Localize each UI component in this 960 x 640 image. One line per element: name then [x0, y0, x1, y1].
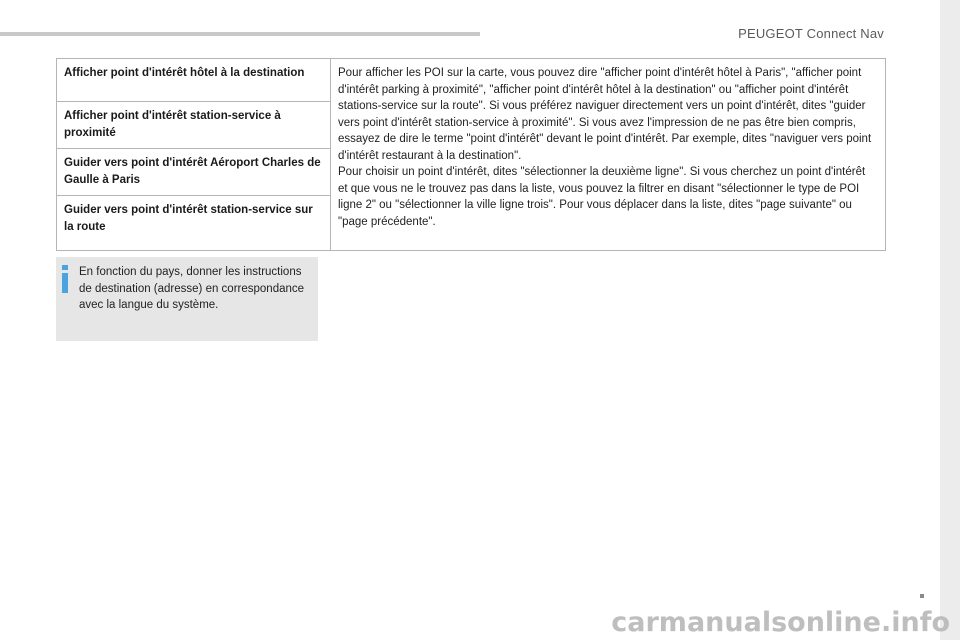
description-paragraph: Pour choisir un point d'intérêt, dites "sélectionner la deuxième ligne". Si vous cherchez un point d'intérêt et que vous ne le trouvez pas dans la liste, vous pouvez la filtrer en disant "sélectionner le type de POI ligne 2" ou "sélectionner la ville ligne trois". Pour vous déplacer dans la liste, dites "page suivante" ou "page précédente".	[338, 166, 866, 228]
command-cell: Afficher point d'intérêt hôtel à la destination	[57, 59, 331, 102]
page-side-strip	[940, 0, 960, 640]
info-icon	[62, 265, 68, 293]
command-cell: Guider vers point d'intérêt station-service sur la route	[57, 196, 331, 251]
info-note-box	[56, 257, 318, 341]
watermark: carmanualsonline.info	[611, 607, 950, 638]
table-row	[57, 59, 886, 102]
header-rule	[0, 32, 480, 36]
description-paragraph: Pour afficher les POI sur la carte, vous pouvez dire "afficher point d'intérêt hôtel à Paris", "afficher point d'intérêt parking à proximité", "afficher point d'intérêt hôtel à la destination" ou "afficher point d'intérêt stations-service sur la route". Si vous préférez naviguer directement vers un point d'intérêt, dites "guider vers point d'intérêt station-service à proximité". Si vous avez l'impression de ne pas être bien compris, essayez de dire le terme "point d'intérêt" devant le point d'intérêt. Par exemple, dites "naviguer vers point d'intérêt restaurant à la destination".	[338, 67, 872, 162]
voice-commands-table	[56, 58, 886, 251]
info-note-text: En fonction du pays, donner les instructions de destination (adresse) en correspondance avec la langue du système.	[79, 266, 305, 311]
description-cell	[331, 59, 886, 251]
page-header-title: PEUGEOT Connect Nav	[738, 26, 884, 41]
command-cell: Afficher point d'intérêt station-service à proximité	[57, 102, 331, 149]
page-marker	[920, 594, 924, 598]
command-cell: Guider vers point d'intérêt Aéroport Charles de Gaulle à Paris	[57, 149, 331, 196]
